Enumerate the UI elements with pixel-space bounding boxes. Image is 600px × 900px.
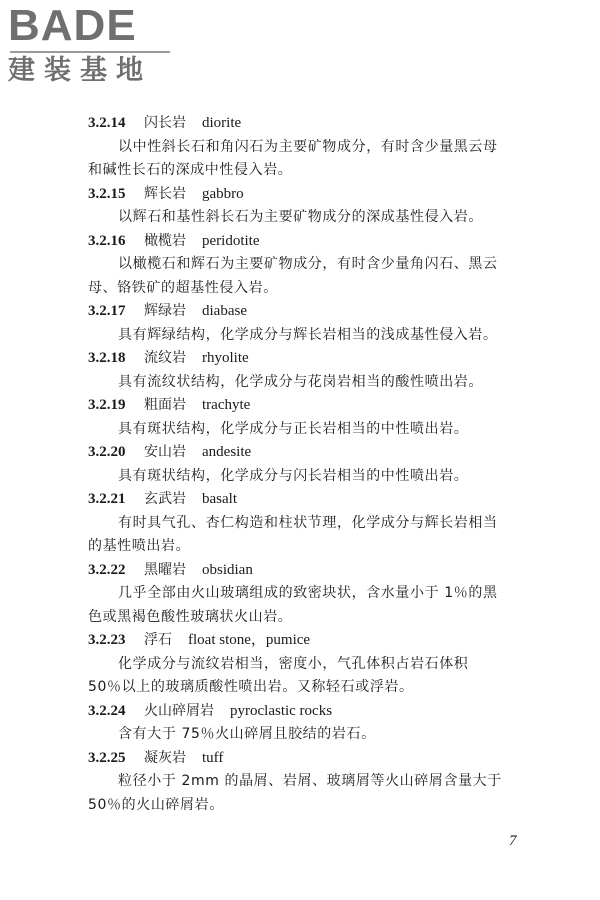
entry-definition	[88, 512, 548, 559]
glossary-entry	[88, 183, 548, 230]
entry-definition	[88, 723, 548, 747]
glossary-entry	[88, 112, 548, 183]
entry-term-chinese: 黑曜岩	[144, 561, 186, 578]
glossary-entry	[88, 559, 548, 630]
entry-number: 3.2.22	[88, 561, 126, 578]
definition-line: 具有斑状结构，化学成分与正长岩相当的中性喷出岩。	[118, 420, 469, 437]
entry-heading	[88, 183, 548, 207]
entry-number: 3.2.18	[88, 350, 126, 366]
definition-line: 有时具气孔、杏仁构造和柱状节理，化学成分与辉长岩相当	[118, 514, 498, 531]
entry-definition	[88, 324, 548, 348]
entry-number: 3.2.15	[88, 185, 126, 202]
entry-term-chinese: 粗面岩	[144, 397, 186, 413]
entry-definition	[88, 465, 548, 489]
entry-term-chinese: 火山碎屑岩	[144, 702, 214, 719]
entry-term-english: gabbro	[202, 185, 244, 202]
entry-term-english: peridotite	[202, 232, 260, 249]
entry-definition	[88, 653, 548, 700]
definition-line: 50％以上的玻璃质酸性喷出岩。又称轻石或浮岩。	[88, 679, 414, 695]
entry-number: 3.2.23	[88, 632, 126, 648]
glossary-entry	[88, 700, 548, 747]
definition-line: 粒径小于 2mm 的晶屑、岩屑、玻璃屑等火山碎屑含量大于	[118, 773, 502, 789]
definition-line: 和碱性长石的深成中性侵入岩。	[88, 162, 293, 178]
glossary-entry	[88, 300, 548, 347]
logo-subtitle-text: 建装基地	[8, 55, 152, 86]
entry-term-english: tuff	[202, 749, 224, 766]
page-number: 7	[509, 833, 517, 849]
entry-term-english: diorite	[202, 115, 242, 131]
entry-heading	[88, 441, 548, 465]
entry-term-chinese: 浮石	[144, 632, 172, 648]
entry-heading	[88, 559, 548, 583]
entry-term-chinese: 安山岩	[144, 444, 186, 460]
entry-heading	[88, 747, 548, 771]
entry-term-english: diabase	[202, 303, 247, 319]
logo-brand-text: BADE	[8, 1, 137, 50]
entry-number: 3.2.24	[88, 702, 126, 719]
entry-heading	[88, 347, 548, 371]
entry-term-english: float stone，pumice	[188, 632, 311, 648]
entry-heading	[88, 300, 548, 324]
glossary-entry	[88, 629, 548, 700]
entry-number: 3.2.20	[88, 444, 126, 460]
entry-heading	[88, 488, 548, 512]
entry-heading	[88, 230, 548, 254]
bade-logo	[8, 1, 178, 90]
glossary-entry	[88, 488, 548, 559]
entry-term-english: rhyolite	[202, 350, 249, 366]
entry-definition	[88, 582, 548, 629]
entry-term-english: trachyte	[202, 397, 251, 413]
entry-term-chinese: 闪长岩	[144, 115, 186, 131]
entry-term-chinese: 橄榄岩	[144, 232, 186, 249]
entry-number: 3.2.21	[88, 491, 126, 507]
entry-heading	[88, 394, 548, 418]
entry-term-english: basalt	[202, 491, 237, 507]
entry-definition	[88, 770, 548, 817]
glossary-entry	[88, 230, 548, 301]
entry-number: 3.2.19	[88, 397, 126, 413]
definition-line: 以中性斜长石和角闪石为主要矿物成分，有时含少量黑云母	[118, 138, 498, 155]
entry-heading	[88, 700, 548, 724]
entry-term-english: andesite	[202, 444, 252, 460]
entry-term-english: obsidian	[202, 561, 253, 578]
entry-heading	[88, 629, 548, 653]
glossary-entry	[88, 347, 548, 394]
definition-line: 的基性喷出岩。	[88, 538, 191, 554]
definition-line: 几乎全部由火山玻璃组成的致密块状，含水量小于 1％的黑	[118, 585, 498, 601]
entry-term-chinese: 辉绿岩	[144, 303, 186, 319]
definition-line: 以辉石和基性斜长石为主要矿物成分的深成基性侵入岩。	[118, 209, 483, 225]
entry-number: 3.2.17	[88, 303, 126, 319]
glossary-entries	[88, 112, 548, 817]
entry-term-chinese: 辉长岩	[144, 185, 186, 202]
entry-number: 3.2.25	[88, 749, 126, 766]
entry-term-chinese: 凝灰岩	[144, 749, 186, 766]
entry-number: 3.2.16	[88, 232, 126, 249]
glossary-entry	[88, 747, 548, 818]
definition-line: 含有大于 75％火山碎屑且胶结的岩石。	[118, 726, 376, 742]
logo-divider	[10, 51, 170, 53]
entry-definition	[88, 253, 548, 300]
entry-definition	[88, 206, 548, 230]
entry-definition	[88, 136, 548, 183]
definition-line: 具有辉绿结构，化学成分与辉长岩相当的浅成基性侵入岩。	[118, 326, 498, 343]
definition-line: 具有斑状结构，化学成分与闪长岩相当的中性喷出岩。	[118, 467, 469, 484]
definition-line: 具有流纹状结构，化学成分与花岗岩相当的酸性喷出岩。	[118, 373, 483, 390]
entry-term-chinese: 玄武岩	[144, 491, 186, 507]
definition-line: 以橄榄石和辉石为主要矿物成分，有时含少量角闪石、黑云	[118, 256, 498, 272]
entry-definition	[88, 371, 548, 395]
entry-heading	[88, 112, 548, 136]
entry-term-chinese: 流纹岩	[144, 350, 186, 366]
glossary-entry	[88, 441, 548, 488]
definition-line: 50％的火山碎屑岩。	[88, 796, 224, 813]
definition-line: 母、铬铁矿的超基性侵入岩。	[88, 279, 278, 296]
glossary-entry	[88, 394, 548, 441]
definition-line: 化学成分与流纹岩相当，密度小，气孔体积占岩石体积	[118, 655, 469, 672]
entry-term-english: pyroclastic rocks	[230, 702, 333, 719]
entry-number: 3.2.14	[88, 115, 126, 131]
entry-definition	[88, 418, 548, 442]
definition-line: 色或黑褐色酸性玻璃状火山岩。	[88, 608, 293, 625]
